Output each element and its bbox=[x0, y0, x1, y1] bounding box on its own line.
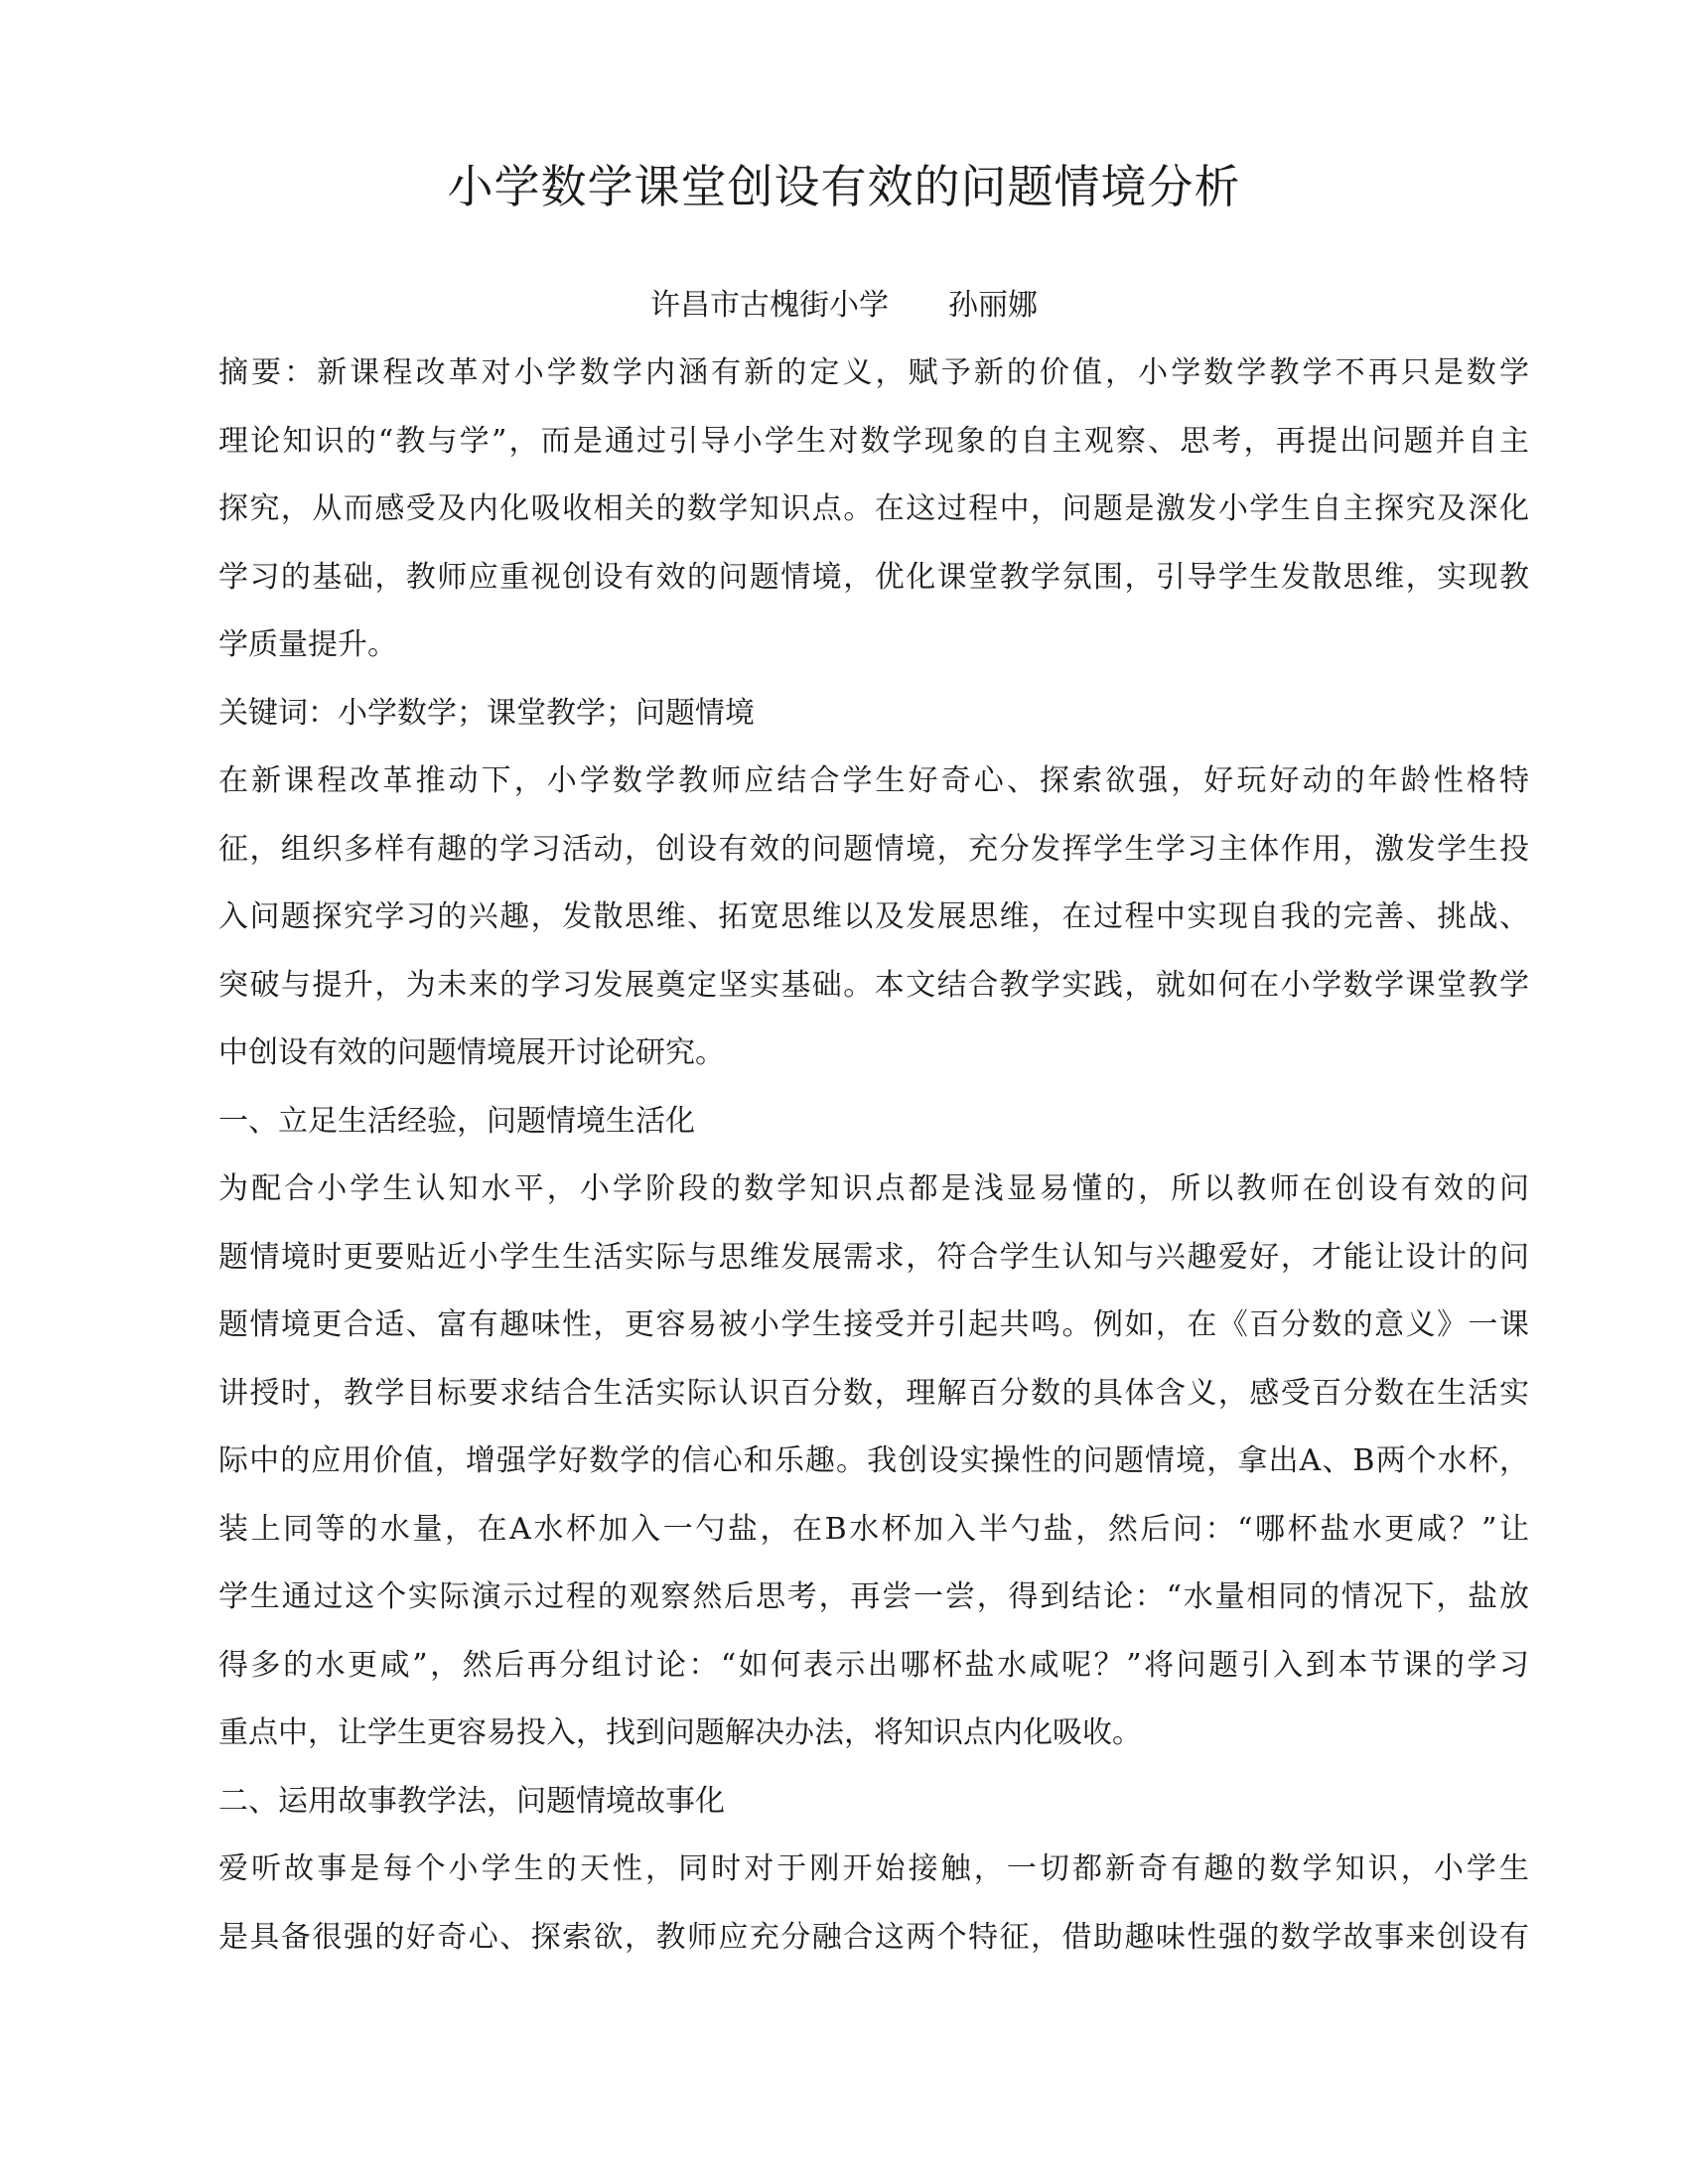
section-1-line: 学生通过这个实际演示过程的观察然后思考，再尝一尝，得到结论：“水量相同的情况下，盐放 bbox=[218, 1579, 1529, 1614]
paper-title: 小学数学课堂创设有效的问题情境分析 bbox=[447, 160, 1241, 213]
section-1-line: 讲授时，教学目标要求结合生活实际认识百分数，理解百分数的具体含义，感受百分数在生活实 bbox=[218, 1375, 1529, 1411]
abstract-line: 学质量提升。 bbox=[218, 627, 397, 662]
abstract-line: 学习的基础，教师应重视创设有效的问题情境，优化课堂教学氛围，引导学生发散思维，实现教 bbox=[218, 559, 1529, 595]
section-1-line: 题情境时更要贴近小学生生活实际与思维发展需求，符合学生认知与兴趣爱好，才能让设计的问 bbox=[218, 1239, 1529, 1275]
section-2-paragraph bbox=[159, 1836, 1529, 1972]
abstract-line: 探究，从而感受及内化吸收相关的数学知识点。在这过程中，问题是激发小学生自主探究及深化 bbox=[218, 491, 1529, 526]
intro-line: 突破与提升，为未来的学习发展奠定坚实基础。本文结合教学实践，就如何在小学数学课堂教学 bbox=[218, 967, 1529, 1003]
intro-line: 在新课程改革推动下，小学数学教师应结合学生好奇心、探索欲强，好玩好动的年龄性格特 bbox=[218, 763, 1529, 798]
section-1-line: 题情境更合适、富有趣味性，更容易被小学生接受并引起共鸣。例如，在《百分数的意义》一课 bbox=[218, 1307, 1529, 1342]
abstract-line: 摘要：新课程改革对小学数学内涵有新的定义，赋予新的价值，小学数学教学不再只是数学 bbox=[218, 355, 1529, 390]
section-1-line: 装上同等的水量，在A水杯加入一勺盐，在B水杯加入半勺盐，然后问：“哪杯盐水更咸？”让 bbox=[218, 1511, 1529, 1547]
section-2-line: 爱听故事是每个小学生的天性，同时对于刚开始接触，一切都新奇有趣的数学知识，小学生 bbox=[218, 1851, 1529, 1886]
abstract-line: 理论知识的“教与学”，而是通过引导小学生对数学现象的自主观察、思考，再提出问题并自主 bbox=[218, 423, 1529, 459]
section-1-line: 为配合小学生认知水平，小学阶段的数学知识点都是浅显易懂的，所以教师在创设有效的问 bbox=[218, 1171, 1529, 1206]
intro-paragraph bbox=[159, 748, 1529, 1088]
section-1-heading: 一、立足生活经验，问题情境生活化 bbox=[218, 1103, 695, 1139]
section-1-line: 重点中，让学生更容易投入，找到问题解决办法，将知识点内化吸收。 bbox=[218, 1715, 1142, 1750]
document-page bbox=[159, 0, 1529, 2184]
section-2-heading: 二、运用故事教学法，问题情境故事化 bbox=[218, 1783, 725, 1819]
keywords-line: 关键词：小学数学；课堂教学；问题情境 bbox=[218, 695, 755, 731]
author-byline: 许昌市古槐街小学 孙丽娜 bbox=[650, 288, 1038, 323]
section-1-line: 得多的水更咸”，然后再分组讨论：“如何表示出哪杯盐水咸呢？”将问题引入到本节课的学习 bbox=[218, 1647, 1529, 1683]
abstract-paragraph bbox=[159, 340, 1529, 680]
section-1-line: 际中的应用价值，增强学好数学的信心和乐趣。我创设实操性的问题情境，拿出A、B两个水杯， bbox=[218, 1443, 1529, 1478]
intro-line: 征，组织多样有趣的学习活动，创设有效的问题情境，充分发挥学生学习主体作用，激发学生投 bbox=[218, 831, 1529, 867]
intro-line: 中创设有效的问题情境展开讨论研究。 bbox=[218, 1035, 725, 1070]
paper-body bbox=[159, 340, 1529, 1972]
intro-line: 入问题探究学习的兴趣，发散思维、拓宽思维以及发展思维，在过程中实现自我的完善、挑战、 bbox=[218, 899, 1529, 934]
section-1-paragraph bbox=[159, 1156, 1529, 1768]
section-2-line: 是具备很强的好奇心、探索欲，教师应充分融合这两个特征，借助趣味性强的数学故事来创设有 bbox=[218, 1919, 1529, 1955]
